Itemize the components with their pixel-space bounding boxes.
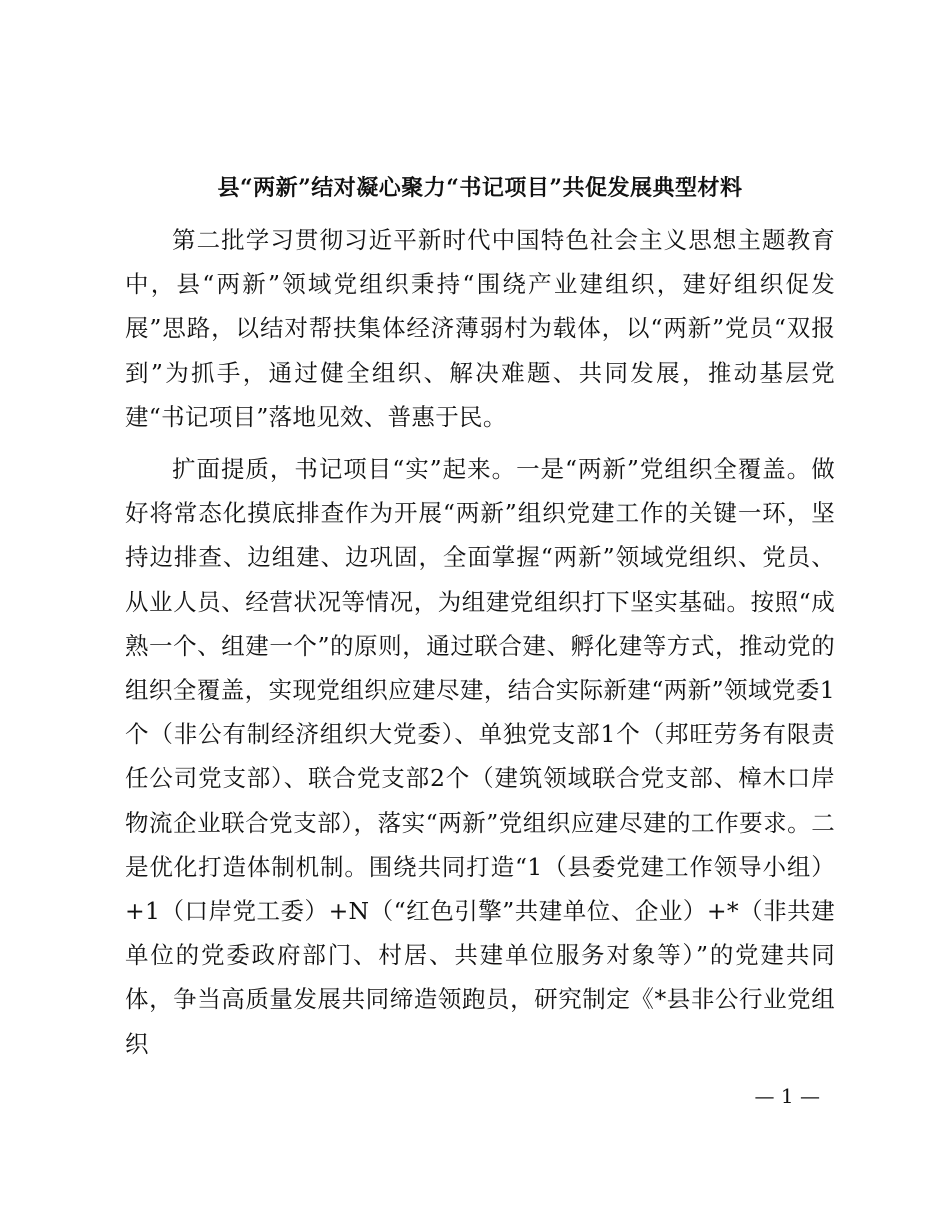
page-number: — 1 —	[754, 1084, 820, 1108]
document-body	[125, 218, 835, 1074]
document-title: 县“两新”结对凝心聚力“书记项目”共促发展典型材料	[217, 175, 743, 201]
paragraph-intro: 第二批学习贯彻习近平新时代中国特色社会主义思想主题教育中，县“两新”领域党组织秉持“围绕产业建组织，建好组织促发展”思路，以结对帮扶集体经济薄弱村为载体，以“两新”党员“双报到”为抓手，通过健全组织、解决难题、共同发展，推动基层党建“书记项目”落地见效、普惠于民。	[125, 226, 835, 431]
paragraph-expand-quality: 扩面提质，书记项目“实”起来。一是“两新”党组织全覆盖。做好将常态化摸底排查作为开展“两新”组织党建工作的关键一环，坚持边排查、边组建、边巩固，全面掌握“两新”领域党组织、党员、从业人员、经营状况等情况，为组建党组织打下坚实基础。按照“成熟一个、组建一个”的原则，通过联合建、孵化建等方式，推动党的组织全覆盖，实现党组织应建尽建，结合实际新建“两新”领域党委1个（非公有制经济组织大党委）、单独党支部1个（邦旺劳务有限责任公司党支部）、联合党支部2个（建筑领域联合党支部、樟木口岸物流企业联合党支部），落实“两新”党组织应建尽建的工作要求。二是优化打造体制机制。围绕共同打造“1（县委党建工作领导小组）+1（口岸党工委）+N（“红色引擎”共建单位、企业）+*（非共建单位的党委政府部门、村居、共建单位服务对象等）”的党建共同体，争当高质量发展共同缔造领跑员，研究制定《*县非公行业党组织	[125, 455, 835, 1058]
